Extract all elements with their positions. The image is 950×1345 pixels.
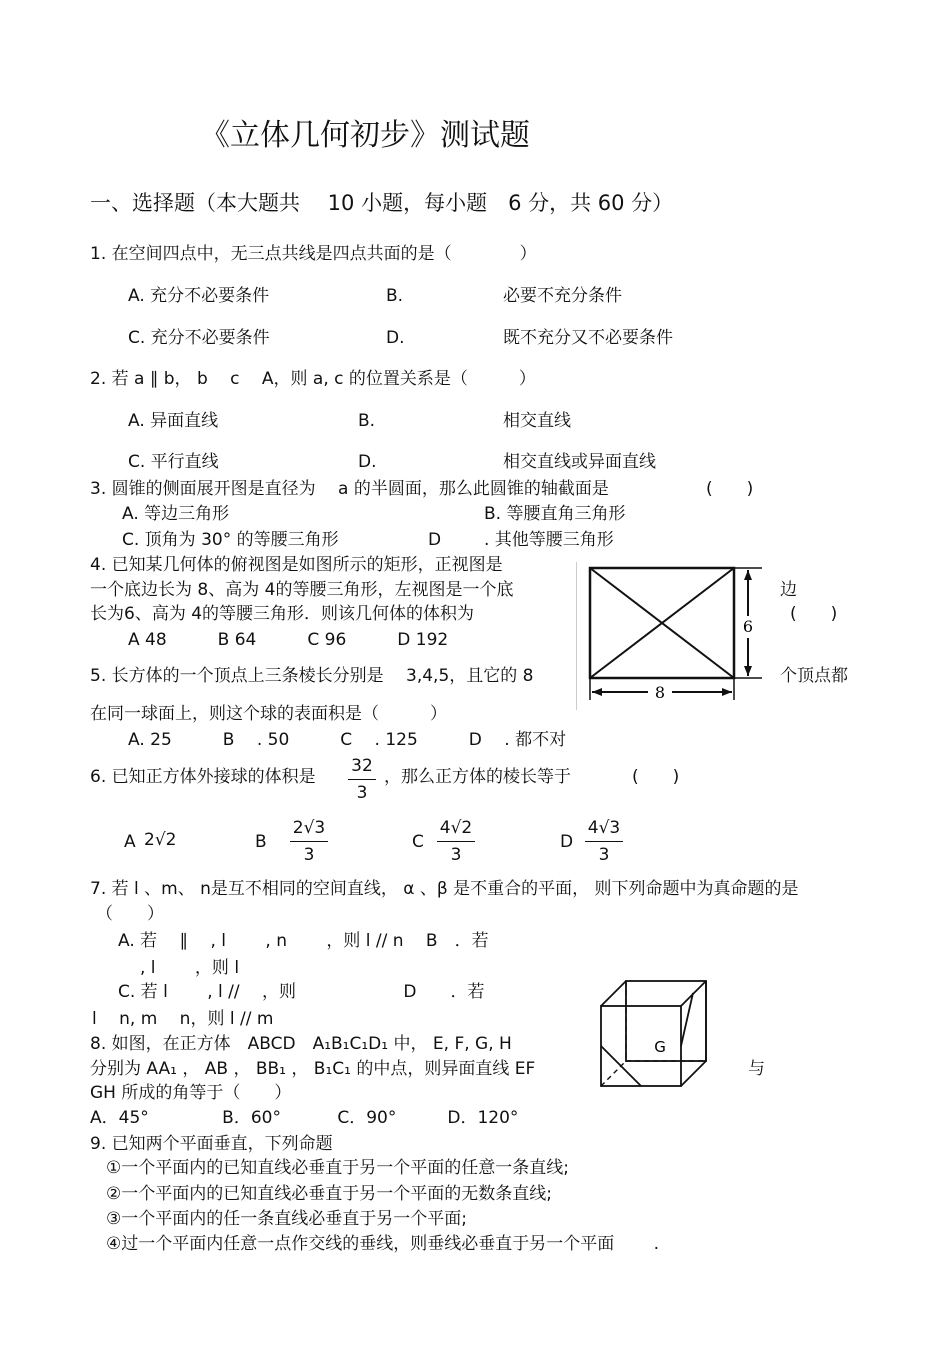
q4-rectangle-figure xyxy=(576,562,766,710)
q3-option-a: A. 等边三角形 xyxy=(122,504,230,524)
q6-option-c-den: 3 xyxy=(450,845,462,865)
q6-option-a-value: 2√2 xyxy=(144,830,177,850)
q4-line3: 长为6、高为 4的等腰三角形．则该几何体的体积为 xyxy=(90,604,475,624)
q9-item-2: ②一个平面内的已知直线必垂直于另一个平面的无数条直线; xyxy=(106,1184,552,1204)
q6-option-d-num: 4√3 xyxy=(587,818,621,838)
q4-options: A 48 B 64 C 96 D 192 xyxy=(128,630,449,650)
q3-option-b: B. 等腰直角三角形 xyxy=(484,504,626,524)
q1-option-b-label: B. xyxy=(386,286,404,306)
q5-line1: 5. 长方体的一个顶点上三条棱长分别是 3,4,5，且它的 8 xyxy=(90,666,534,686)
q8-line1: 8. 如图，在正方体 ABCD A₁B₁C₁D₁ 中， E, F, G, H xyxy=(90,1034,512,1054)
q5-line1-end: 个顶点都 xyxy=(780,666,848,686)
q9-stem: 9. 已知两个平面垂直，下列命题 xyxy=(90,1134,333,1154)
q5-line2: 在同一球面上，则这个球的表面积是（ ） xyxy=(90,704,447,724)
q7-line6: l n, m n，则 l // m xyxy=(92,1009,274,1029)
q6-option-b-den: 3 xyxy=(303,845,315,865)
q2-option-b-label: B. xyxy=(358,411,376,431)
q6-option-b-label: B xyxy=(255,832,267,852)
q7-line4: , l ，则 l xyxy=(140,958,240,978)
q4-answer-paren: ( ) xyxy=(790,604,838,624)
q1-stem: 1. 在空间四点中，无三点共线是四点共面的是（ ） xyxy=(90,244,537,264)
q7-line5: C. 若 l , l // ，则 D ．若 xyxy=(118,982,485,1002)
q6-option-a-label: A xyxy=(124,832,136,852)
q7-line1: 7. 若 l 、m、 n是互不相同的空间直线， α 、β 是不重合的平面， 则下列命题中为真命题的是 xyxy=(90,879,799,899)
q6-option-c-fraction xyxy=(437,818,475,865)
q3-stem: 3. 圆锥的侧面展开图是直径为 a 的半圆面，那么此圆锥的轴截面是 xyxy=(90,479,609,499)
q2-option-d: 相交直线或异面直线 xyxy=(503,452,656,472)
q2-stem: 2. 若 a ∥ b， b c A，则 a, c 的位置关系是（ ） xyxy=(90,369,536,389)
q9-item-1: ①一个平面内的已知直线必垂直于另一个平面的任意一条直线; xyxy=(106,1158,569,1178)
q6-stem-post: ，那么正方体的棱长等于 xyxy=(384,767,571,787)
q6-stem-pre: 6. 已知正方体外接球的体积是 xyxy=(90,767,316,787)
q2-option-c: C. 平行直线 xyxy=(128,452,219,472)
q6-option-c-num: 4√2 xyxy=(439,818,473,838)
q6-option-c-label: C xyxy=(412,832,424,852)
q9-item-3: ③一个平面内的任一条直线必垂直于另一个平面; xyxy=(106,1209,467,1229)
q1-option-d-label: D. xyxy=(386,328,405,348)
q6-option-b-num: 2√3 xyxy=(292,818,326,838)
q2-option-d-label: D. xyxy=(358,452,377,472)
q6-option-d-label: D xyxy=(560,832,574,852)
q7-line2: （ ） xyxy=(96,904,164,924)
q7-line3: A. 若 ∥ , l , n ，则 l // n B ．若 xyxy=(118,931,489,951)
q4-line1: 4. 已知某几何体的俯视图是如图所示的矩形，正视图是 xyxy=(90,555,503,575)
q4-line2: 一个底边长为 8、高为 4的等腰三角形，左视图是一个底 xyxy=(90,580,514,600)
q6-option-d-fraction xyxy=(585,818,623,865)
q1-option-b: 必要不充分条件 xyxy=(503,286,622,306)
q6-answer-paren: ( ) xyxy=(632,767,680,787)
q8-cube-figure xyxy=(596,976,718,1090)
q3-option-d-label: D xyxy=(428,530,442,550)
q2-option-b: 相交直线 xyxy=(503,411,571,431)
q8-line3: GH 所成的角等于（ ） xyxy=(90,1083,292,1103)
q1-option-a: A. 充分不必要条件 xyxy=(128,286,270,306)
q9-item-4: ④过一个平面内任意一点作交线的垂线，则垂线必垂直于另一个平面 . xyxy=(106,1234,660,1254)
q8-line2: 分别为 AA₁ ， AB ， BB₁ ， B₁C₁ 的中点，则异面直线 EF xyxy=(90,1059,536,1079)
section-heading: 一、选择题（本大题共 10 小题，每小题 6 分，共 60 分） xyxy=(90,191,674,215)
q4-height-label: 6 xyxy=(742,617,754,636)
q8-options: A．45° B．60° C．90° D．120° xyxy=(90,1108,519,1128)
q6-volume-den: 3 xyxy=(356,783,368,803)
q1-option-c: C. 充分不必要条件 xyxy=(128,328,270,348)
q4-width-label: 8 xyxy=(654,683,666,702)
q5-options: A. 25 B . 50 C . 125 D . 都不对 xyxy=(128,730,567,750)
q3-option-c: C. 顶角为 30° 的等腰三角形 xyxy=(122,530,339,550)
q1-option-d: 既不充分又不必要条件 xyxy=(503,328,673,348)
q6-option-b-fraction xyxy=(290,818,328,865)
q3-option-d: . 其他等腰三角形 xyxy=(484,530,614,550)
q6-volume-fraction xyxy=(348,756,376,803)
q3-answer-paren: ( ) xyxy=(706,479,754,499)
q6-option-d-den: 3 xyxy=(598,845,610,865)
q8-line2-end: 与 xyxy=(748,1059,765,1079)
q4-line2-end: 边 xyxy=(780,580,797,600)
page-title: 《立体几何初步》测试题 xyxy=(200,118,530,153)
q2-option-a: A. 异面直线 xyxy=(128,411,219,431)
q8-point-g-label: G xyxy=(654,1038,666,1056)
q6-volume-num: 32 xyxy=(351,756,373,776)
